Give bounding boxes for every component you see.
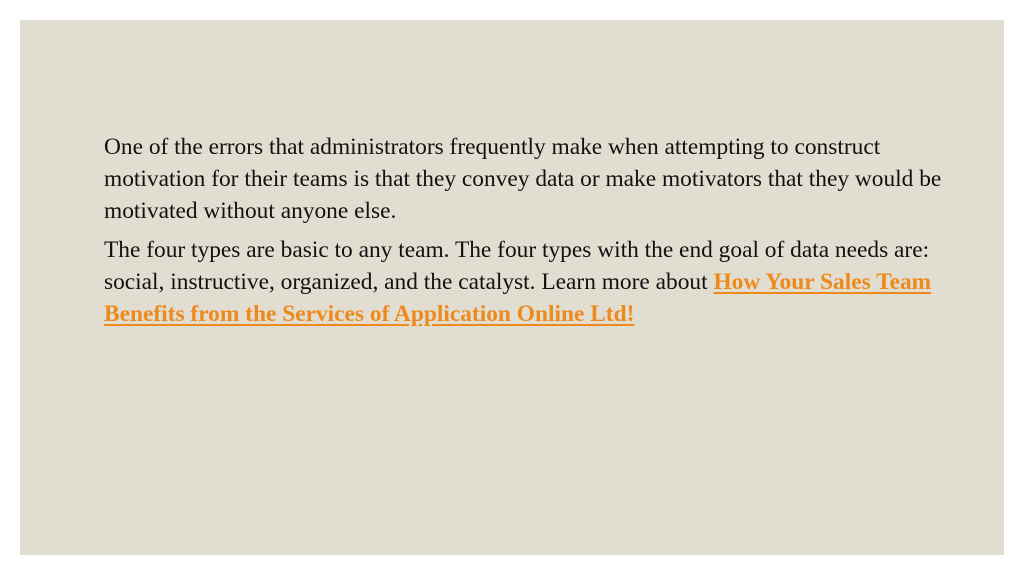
paragraph-four-types-text: The four types are basic to any team. The four types with the end goal of data needs are: social, instructive, organized, and the catalyst. Learn more about [104, 237, 930, 295]
paragraph-four-types [104, 234, 944, 330]
slide-panel [20, 20, 1004, 555]
link-exclamation[interactable]: ! [626, 301, 635, 327]
slide-body [104, 131, 944, 330]
paragraph-errors: One of the errors that administrators frequently make when attempting to construct motivation for their teams is that they convey data or make motivators that they would be motivated without anyone else. [104, 134, 942, 224]
learn-more-link[interactable]: How Your Sales Team Benefits from the Services of Application Online Ltd [104, 269, 932, 327]
